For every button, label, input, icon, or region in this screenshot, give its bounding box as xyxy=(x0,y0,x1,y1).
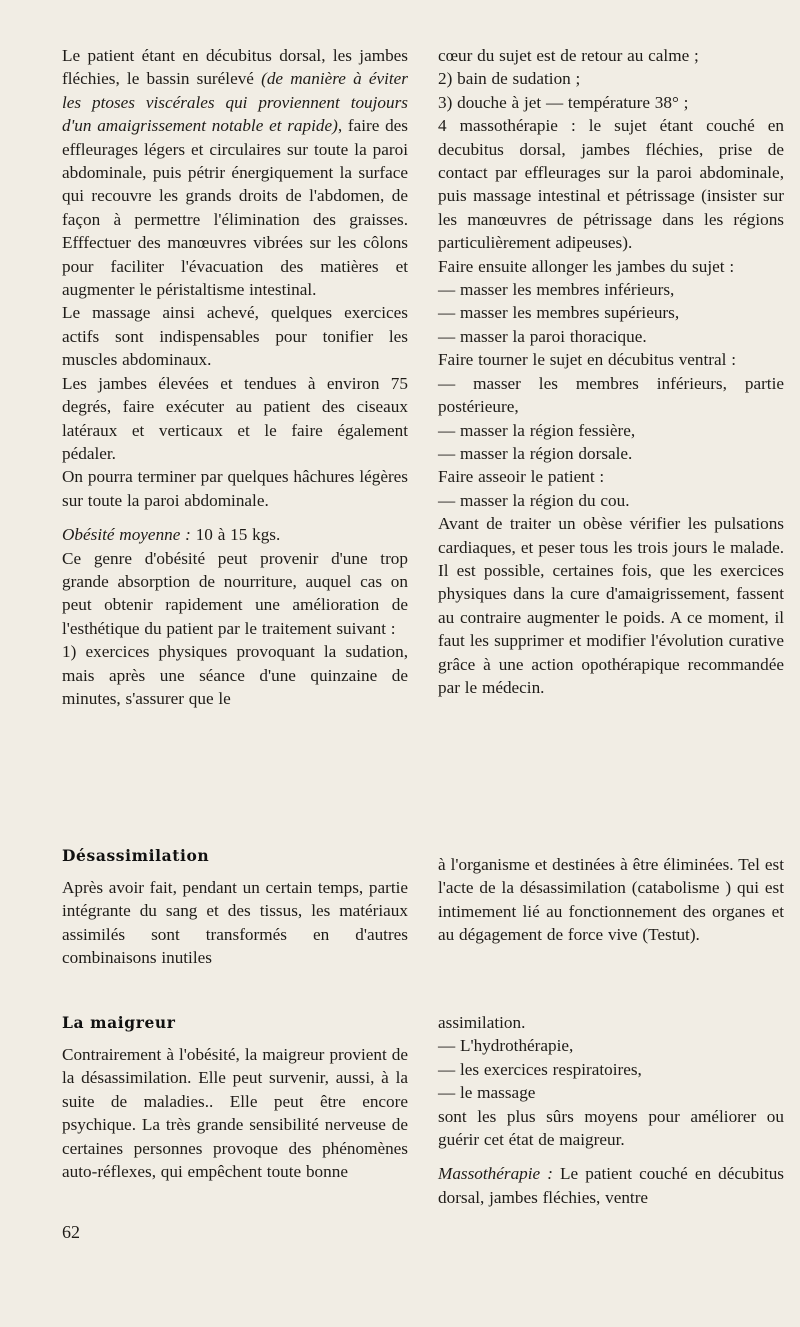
paragraph-jambes: Les jambes élevées et tendues à environ 75 degrés, faire exécuter au patient des ciseaux latéraux et verticaux et le faire également pédaler. xyxy=(62,373,408,463)
desassimilation-right xyxy=(438,853,784,947)
paragraph-massage-achieve: Le massage ainsi achevé, quelques exercices actifs sont indispensables pour tonifier les muscles abdominaux. xyxy=(62,303,408,370)
massotherapie-text: Le patient couché en décubitus dorsal, jambes fléchies, ventre xyxy=(438,1164,784,1207)
list-item: — masser la paroi thoracique. xyxy=(438,326,647,346)
list-item: — masser la région fessière, xyxy=(438,420,636,440)
obesite-label: Obésité moyenne : xyxy=(62,525,191,545)
heading-desassimilation: Désassimilation xyxy=(62,846,210,865)
list-item: — le massage xyxy=(438,1083,536,1103)
list-item: assimilation. xyxy=(438,1013,526,1032)
left-column-top xyxy=(62,44,408,710)
paragraph: sont les plus sûrs moyens pour améliorer ou guérir cet état de maigreur. xyxy=(438,1106,784,1150)
massotherapie-line xyxy=(438,1162,784,1209)
paragraph: — masser les membres inférieurs, partie postérieure, xyxy=(438,373,784,417)
list-item: 3) douche à jet — température 38° ; xyxy=(438,92,689,112)
right-column-top xyxy=(438,44,784,699)
heading-maigreur: La maigreur xyxy=(62,1013,176,1032)
paragraph-text: Le patient étant en décubitus dorsal, les jambes fléchies, le bassin surélevé xyxy=(62,46,408,89)
paragraph: Faire ensuite allonger les jambes du sujet : xyxy=(438,256,735,276)
paragraph-exercices: 1) exercices physiques provoquant la sudation, mais après une séance d'une quinzaine de minutes, s'assurer que le xyxy=(62,642,408,708)
maigreur-left xyxy=(62,1043,408,1183)
paragraph-decubitus xyxy=(62,44,408,301)
maigreur-right xyxy=(438,1011,784,1209)
list-item: — masser les membres inférieurs, xyxy=(438,280,675,300)
list-item: — les exercices respiratoires, xyxy=(438,1059,642,1079)
paragraph: 4 massothérapie : le sujet étant couché en decubitus dorsal, jambes fléchies, prise de contact par effleurages sur la paroi abdominale, puis massage intestinal et pétrissage (insister sur les manœuvres de pétrissage dans les régions particulièrement adipeuses). xyxy=(438,116,784,253)
paragraph: Faire tourner le sujet en décubitus ventral : xyxy=(438,350,736,370)
list-item: — L'hydrothérapie, xyxy=(438,1036,574,1056)
desassimilation-left-text: Après avoir fait, pendant un certain temps, partie intégrante du sang et des tissus, les matériaux assimilés sont transformés en d'autres combinaisons inutiles xyxy=(62,878,408,968)
list-item: — masser la région du cou. xyxy=(438,490,630,510)
list-item: — masser les membres supérieurs, xyxy=(438,303,680,323)
obesite-moyenne-line xyxy=(62,523,408,546)
page-number: 62 xyxy=(62,1222,80,1242)
obesite-value: 10 à 15 kgs. xyxy=(190,525,281,545)
maigreur-left-text: Contrairement à l'obésité, la maigreur provient de la désassimilation. Elle peut survenir, aussi, à la suite de maladies.. Elle peut être encore psychique. La très grande sensibilité nerveuse de certaines personnes provoque des phénomènes auto-réflexes, qui empêchent toute bonne xyxy=(62,1045,408,1182)
paragraph-genre: Ce genre d'obésité peut provenir d'une trop grande absorption de nourriture, auquel cas on peut obtenir rapidement une amélioration de l'esthétique du patient par le traitement suivant : xyxy=(62,548,408,638)
desassimilation-left xyxy=(62,876,408,970)
paragraph: Avant de traiter un obèse vérifier les pulsations cardiaques, et peser tous les trois jours le malade. Il est possible, certaines fois, que les exercices physiques dans la cure d'amaigrissement, fassent au contraire augmenter le poids. A ce moment, il faut les supprimer et modifier l'évolution curative grâce à une action opothérapique recommandée par le médecin. xyxy=(438,514,784,697)
paragraph-terminer: On pourra terminer par quelques hâchures légères sur toute la paroi abdominale. xyxy=(62,467,408,510)
italic-note: (de manière à éviter les ptoses viscérales qui proviennent toujours d'un amaigrissement notable et rapide) xyxy=(62,69,408,136)
massotherapie-label: Massothérapie : xyxy=(438,1164,553,1184)
paragraph: cœur du sujet est de retour au calme ; xyxy=(438,46,699,65)
list-item: — masser la région dorsale. xyxy=(438,443,633,463)
paragraph-text: , faire des effleurages légers et circulaires sur toute la paroi abdominale, puis pétrir énergiquement la surface qui recouvre les grands droits de l'abdomen, de façon à permettre l'élimination des graisses. Efffectuer des manœuvres vibrées sur les côlons pour faciliter l'évacuation des matières et augmenter le péristaltisme intestinal. xyxy=(62,116,408,300)
desassimilation-right-text: à l'organisme et destinées à être éliminées. Tel est l'acte de la désassimilation (catabolisme ) qui est intimement lié au fonctionnement des organes et au dégagement de force vive (Testut). xyxy=(438,855,784,945)
list-item: 2) bain de sudation ; xyxy=(438,69,581,89)
list-item: Faire asseoir le patient : xyxy=(438,467,605,487)
maigreur-right-lines xyxy=(438,1011,784,1151)
